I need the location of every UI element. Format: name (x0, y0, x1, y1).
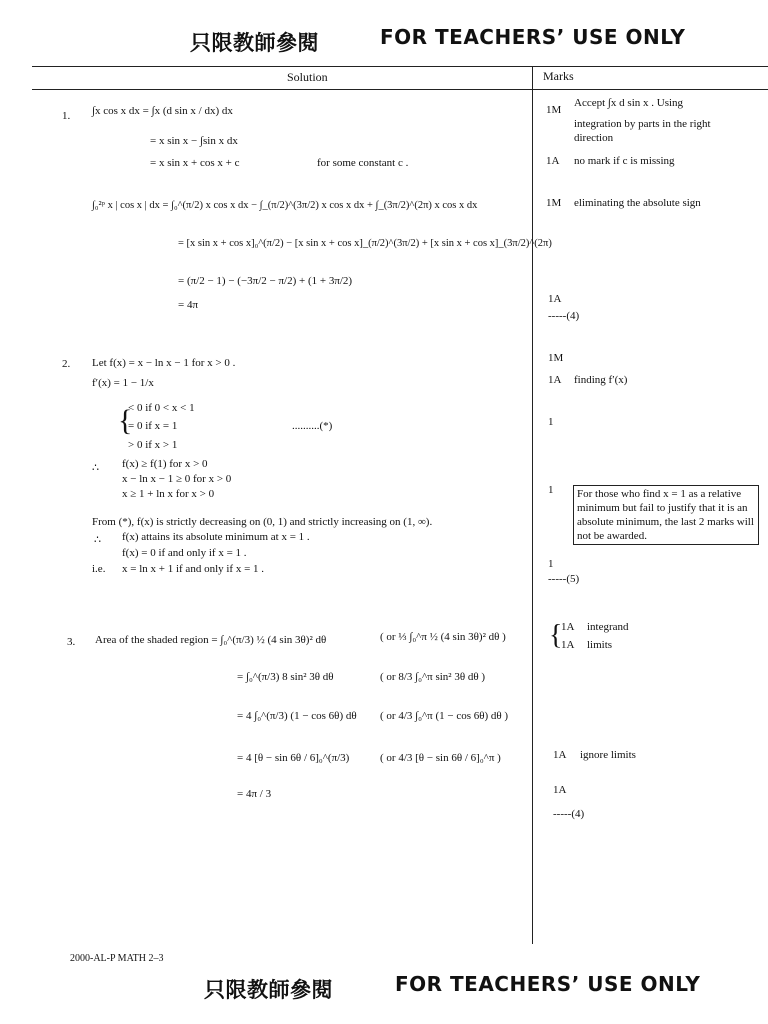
top-rule (32, 66, 768, 67)
q2-line-11: f(x) = 0 if and only if x = 1 . (122, 547, 247, 559)
q2-case-1: < 0 if 0 < x < 1 (128, 402, 195, 414)
q2-therefore-1: ∴ (92, 462, 99, 474)
q3-line-3-alt: ( or 4/3 ∫₀^π (1 − cos 6θ) dθ ) (380, 710, 509, 722)
q2-mark-4: 1 (548, 484, 554, 496)
q3-line-1: Area of the shaded region = ∫₀^(π/3) ½ (4 sin 3θ)² dθ (95, 634, 327, 646)
question-number: 3. (67, 636, 76, 648)
q2-line-12: x = ln x + 1 if and only if x = 1 . (122, 563, 265, 575)
q2-mark-3: 1 (548, 416, 554, 428)
q2-star-ref: ..........(*) (292, 420, 333, 432)
footer-english-title: FOR TEACHERS’ USE ONLY (395, 972, 701, 996)
q1-mark-2: 1A (546, 155, 560, 167)
q1-line-6: = (π/2 − 1) − (−3π/2 − π/2) + (1 + 3π/2) (178, 275, 353, 287)
column-divider (532, 66, 533, 944)
q3-line-3: = 4 ∫₀^(π/3) (1 − cos 6θ) dθ (237, 710, 357, 722)
q2-line-6: f(x) ≥ f(1) for x > 0 (122, 458, 208, 470)
q3-mark-brace: { (549, 620, 563, 651)
q3-total: -----(4) (553, 808, 585, 820)
footer-cjk-title: 只限教師參閱 (204, 978, 333, 1002)
q1-mark-1-note-b: integration by parts in the right (574, 118, 711, 130)
q3-line-4-alt: ( or 4/3 [θ − sin 6θ / 6]₀^π ) (380, 752, 501, 764)
q3-line-5: = 4π / 3 (237, 788, 272, 800)
q3-mark-2-note: limits (587, 639, 613, 651)
q2-line-7: x − ln x − 1 ≥ 0 for x > 0 (122, 473, 232, 485)
q2-case-2: = 0 if x = 1 (128, 420, 178, 432)
q1-mark-3: 1M (546, 197, 562, 209)
q3-mark-3: 1A (553, 749, 567, 761)
q1-mark-3-note: eliminating the absolute sign (574, 197, 701, 209)
q1-line-7: = 4π (178, 299, 199, 311)
q1-line-2: = x sin x − ∫sin x dx (150, 135, 238, 147)
solution-column-heading: Solution (287, 70, 328, 84)
header-cjk-title: 只限教師參閱 (190, 31, 319, 55)
q1-mark-1-note-a: Accept ∫x d sin x . Using (574, 97, 684, 109)
q3-mark-2: 1A (561, 639, 575, 651)
q2-line-9: From (*), f(x) is strictly decreasing on (0, 1) and strictly increasing on (1, ∞). (92, 516, 433, 528)
header-english-title: FOR TEACHERS’ USE ONLY (380, 25, 686, 49)
q1-line-1: ∫x cos x dx = ∫x (d sin x / dx) dx (92, 105, 233, 117)
q2-mark-2: 1A (548, 374, 562, 386)
q2-boxed-note: For those who find x = 1 as a relative minimum but fail to justify that it is an absolute minimum, the last 2 marks will not be awarded. (573, 485, 759, 545)
q2-mark-1: 1M (548, 352, 564, 364)
paper-code: 2000-AL-P MATH 2–3 (70, 953, 164, 964)
q1-line-3: = x sin x + cos x + c (150, 157, 240, 169)
q3-line-2-alt: ( or 8/3 ∫₀^π sin² 3θ dθ ) (380, 671, 486, 683)
q3-mark-4: 1A (553, 784, 567, 796)
column-heading-rule (32, 89, 768, 90)
q1-mark-4: 1A (548, 293, 562, 305)
q1-total: -----(4) (548, 310, 580, 322)
q3-line-4: = 4 [θ − sin 6θ / 6]₀^(π/3) (237, 752, 350, 764)
q2-line-2: f′(x) = 1 − 1/x (92, 377, 154, 389)
q2-mark-5: 1 (548, 558, 554, 570)
question-number: 1. (62, 110, 71, 122)
q2-line-1: Let f(x) = x − ln x − 1 for x > 0 . (92, 357, 236, 369)
q2-line-8: x ≥ 1 + ln x for x > 0 (122, 488, 215, 500)
q3-mark-1: 1A (561, 621, 575, 633)
marks-column-heading: Marks (543, 69, 574, 83)
q1-constant-note: for some constant c . (317, 157, 409, 169)
q3-mark-3-note: ignore limits (580, 749, 636, 761)
q1-line-5: = [x sin x + cos x]₀^(π/2) − [x sin x + cos x]_(π/2)^(3π/2) + [x sin x + cos x]_(3π/2)^(2π) (178, 238, 552, 249)
q2-mark-2-note: finding f′(x) (574, 374, 628, 386)
q3-line-2: = ∫₀^(π/3) 8 sin² 3θ dθ (237, 671, 334, 683)
q2-ie: i.e. (92, 563, 106, 575)
question-number: 2. (62, 358, 71, 370)
q3-line-1-alt: ( or ⅓ ∫₀^π ½ (4 sin 3θ)² dθ ) (380, 631, 506, 643)
q1-mark-2-note: no mark if c is missing (574, 155, 675, 167)
q1-mark-1: 1M (546, 104, 562, 116)
q1-line-4: ∫₀²ᵖ x | cos x | dx = ∫₀^(π/2) x cos x dx − ∫_(π/2)^(3π/2) x cos x dx + ∫_(3π/2)^(2π) x cos x dx (92, 200, 478, 211)
q2-total: -----(5) (548, 573, 580, 585)
q2-case-3: > 0 if x > 1 (128, 439, 178, 451)
q3-mark-1-note: integrand (587, 621, 629, 633)
q2-line-10: f(x) attains its absolute minimum at x = 1 . (122, 531, 310, 543)
q2-therefore-2: ∴ (94, 534, 101, 546)
q1-mark-1-note-c: direction (574, 132, 614, 144)
q2-brace: { (118, 404, 133, 437)
